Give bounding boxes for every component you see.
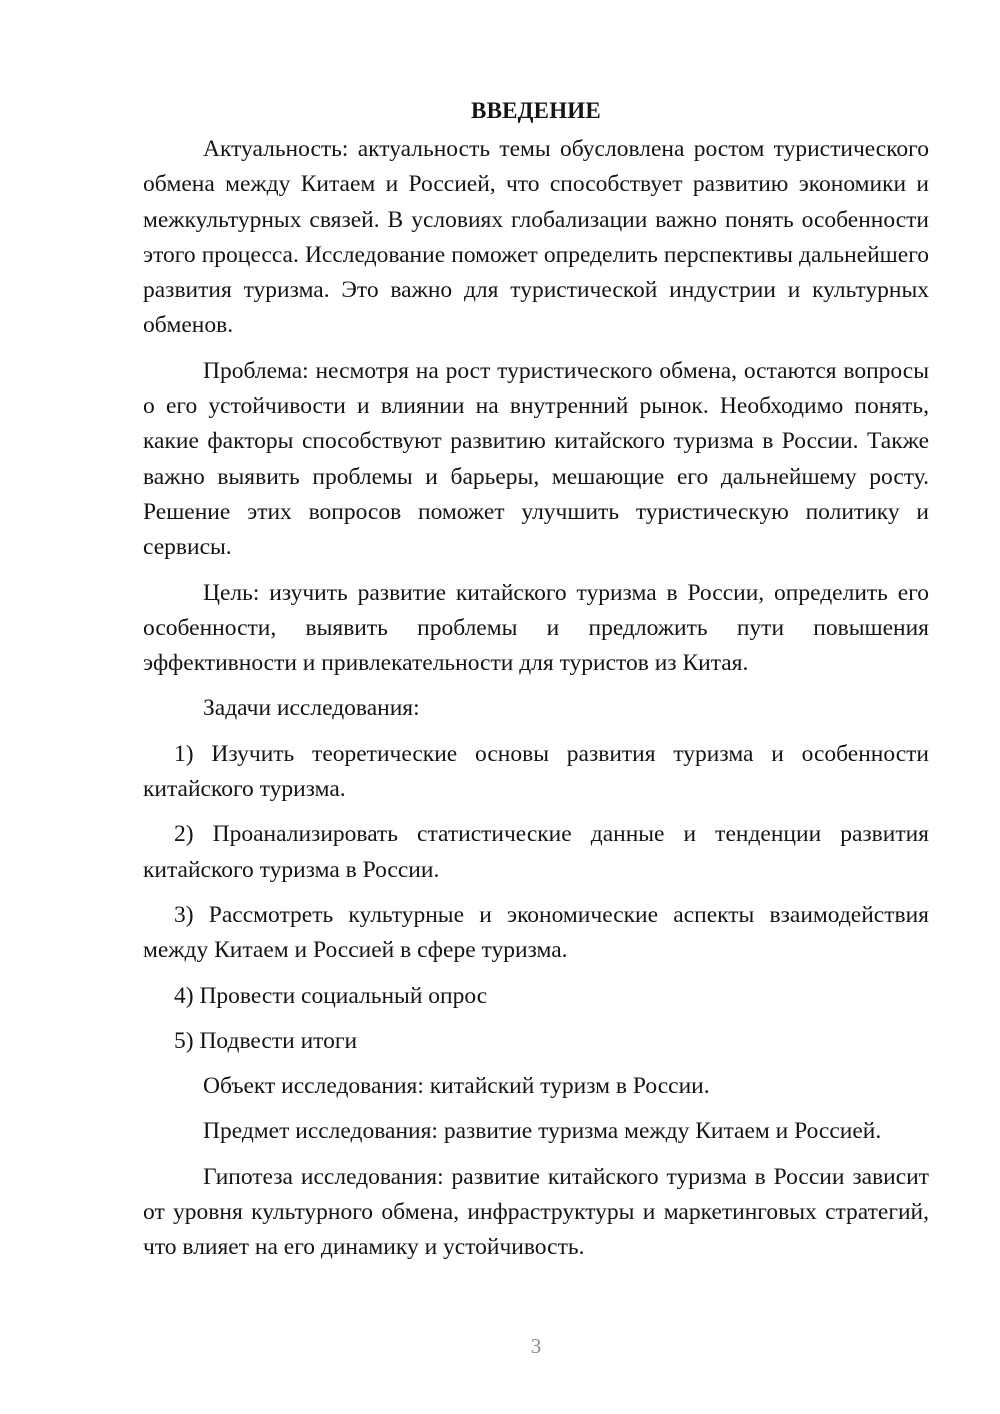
- task-item: 2) Проанализировать статистические данные и тенденции развития китайского туризма в России.: [143, 821, 929, 883]
- tasks-title: Задачи исследования:: [203, 695, 420, 722]
- object-paragraph: Объект исследования: китайский туризм в России.: [203, 1073, 710, 1100]
- task-item: 4) Провести социальный опрос: [174, 982, 488, 1009]
- task-item: 1) Изучить теоретические основы развития туризма и особенности китайского туризма.: [143, 740, 929, 803]
- page-number: 3: [530, 1334, 542, 1358]
- section-heading: ВВЕДЕНИЕ: [471, 98, 601, 123]
- task-item: 3) Рассмотреть культурные и экономические аспекты взаимодействия между Китаем и Россией в сфере туризма.: [143, 901, 929, 964]
- goal-paragraph: Цель: изучить развитие китайского туризма в России, определить его особенности, выявить проблемы и предложить пути повышения эффективности и привлекательности для туристов из Китая.: [143, 579, 929, 677]
- document-page: [143, 96, 929, 1276]
- hypothesis-paragraph: Гипотеза исследования: развитие китайского туризма в России зависит от уровня культурного обмена, инфраструктуры и маркетинговых стратегий, что влияет на его динамику и устойчивость.: [143, 1163, 929, 1261]
- relevance-paragraph: Актуальность: актуальность темы обусловлена ростом туристического обмена между Китаем и Россией, что способствует развитию экономики и межкультурных связей. В условиях глобализации важно понять особенности этого процесса. Исследование поможет определить перспективы дальнейшего развития туризма. Это важно для туристической индустрии и культурных обменов.: [143, 136, 929, 339]
- task-item: 5) Подвести итоги: [174, 1027, 358, 1054]
- problem-paragraph: Проблема: несмотря на рост туристического обмена, остаются вопросы о его устойчивости и влиянии на внутренний рынок. Необходимо понять, какие факторы способствуют развитию китайского туризма в России. Также важно выявить проблемы и барьеры, мешающие его дальнейшему росту. Решение этих вопросов поможет улучшить туристическую политику и сервисы.: [143, 357, 929, 561]
- subject-paragraph: Предмет исследования: развитие туризма между Китаем и Россией.: [203, 1118, 882, 1145]
